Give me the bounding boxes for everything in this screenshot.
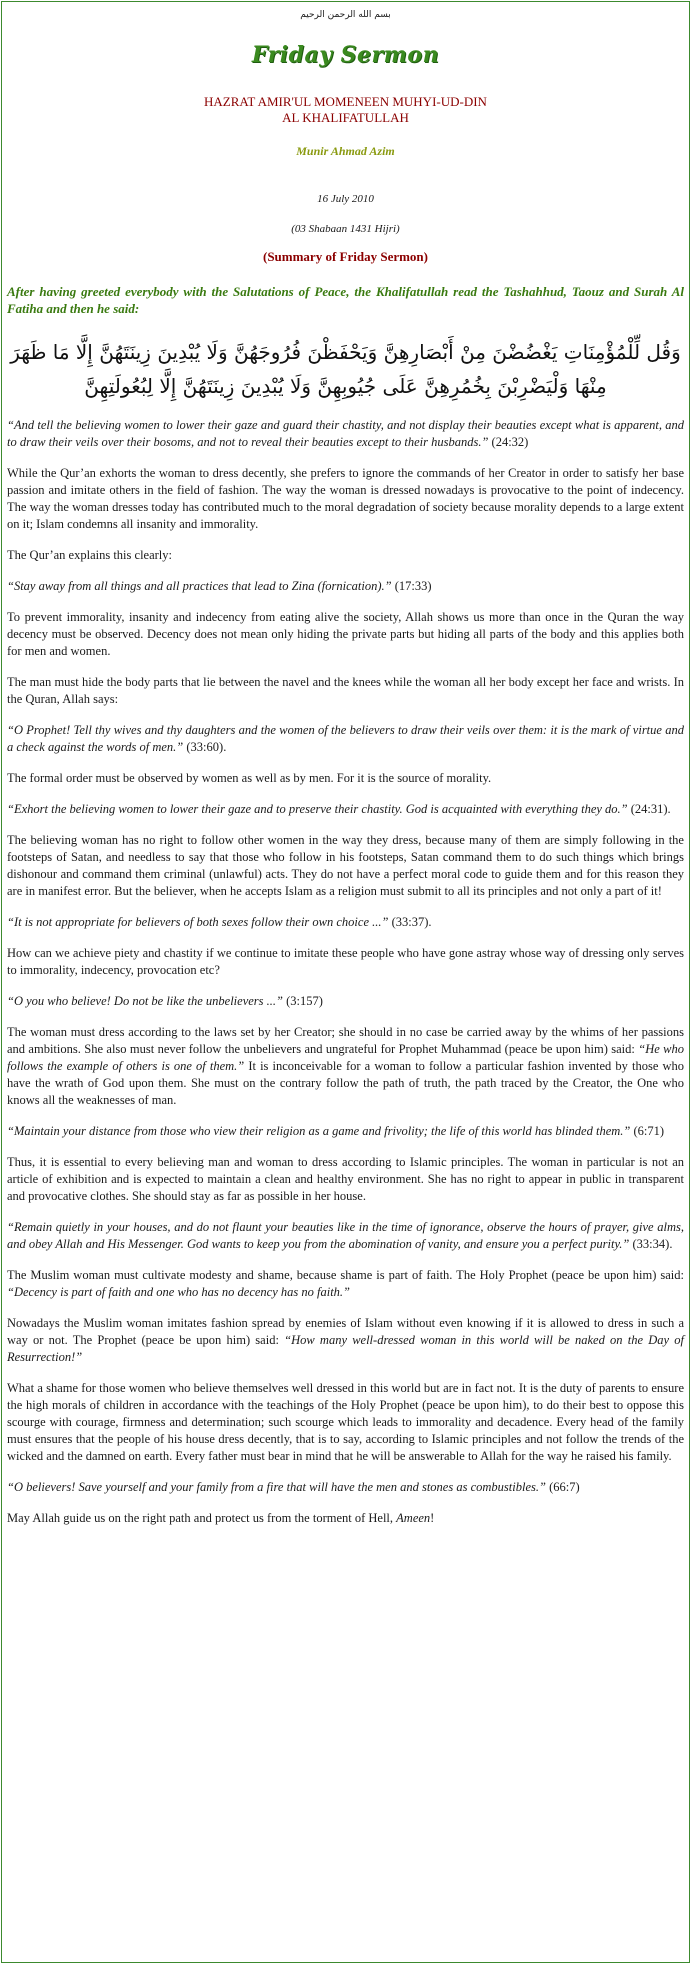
paragraph-text: It is inconceivable for a woman to follow a particular fashion invented by those who have the wrath of God upon them. She must on the contrary follow the path of truth, the path traced by the Creator, the One who knows all the weaknesses of man.	[7, 1059, 684, 1107]
quote-24-32	[7, 417, 684, 451]
quote-ref: (33:60).	[183, 740, 227, 754]
hazrat-line-1: HAZRAT AMIR'UL MOMENEEN MUHYI-UD-DIN	[204, 94, 487, 109]
paragraph: How can we achieve piety and chastity if we continue to imitate these people who have gone astray whose way of dressing only serves to immorality, indecency, provocation etc?	[7, 946, 684, 977]
bismillah: بسم الله الرحمن الرحيم	[300, 10, 391, 20]
intro-paragraph: After having greeted everybody with the Salutations of Peace, the Khalifatullah read the Tashahhud, Taouz and Surah Al Fatiha and then he said:	[7, 284, 684, 316]
quote-ref: (6:71)	[630, 1124, 665, 1138]
quote-6-71	[7, 1123, 684, 1140]
quote-text: “Maintain your distance from those who view their religion as a game and frivolity; the life of this world has blinded them.”	[7, 1124, 631, 1138]
paragraph-text: The Muslim woman must cultivate modesty and shame, because shame is part of faith. The Holy Prophet (peace be upon him) said:	[7, 1268, 684, 1282]
sermon-frame	[1, 1, 690, 1963]
quote-text: “Stay away from all things and all practices that lead to Zina (fornication).”	[7, 579, 392, 593]
quote-text: “Exhort the believing women to lower their gaze and to preserve their chastity. God is acquainted with everything they do.”	[7, 802, 628, 816]
paragraph: The man must hide the body parts that lie between the navel and the knees while the woman all her body except her face and wrists. In the Quran, Allah says:	[7, 675, 684, 706]
quote-text: “It is not appropriate for believers of both sexes follow their own choice ...”	[7, 915, 389, 929]
quote-text: “O Prophet! Tell thy wives and thy daughters and the women of the believers to draw their veils over them: it is the mark of virtue and a check against the words of men.”	[7, 723, 684, 754]
quote-ref: (66:7)	[545, 1480, 580, 1494]
quote-33-37	[7, 914, 684, 931]
quote-ref: (17:33)	[391, 579, 432, 593]
paragraph: The formal order must be observed by women as well as by men. For it is the source of morality.	[7, 771, 492, 785]
quote-17-33	[7, 578, 684, 595]
author-name: Munir Ahmad Azim	[296, 144, 395, 158]
hadith-quote: “Decency is part of faith and one who has no decency has no faith.”	[7, 1285, 351, 1299]
quote-66-7	[7, 1479, 684, 1496]
paragraph: Thus, it is essential to every believing man and woman to dress according to Islamic principles. The woman in particular is not an article of exhibition and is expected to maintain a clean and healthy environment. She has no right to appear in public in transparent and provocative clothes. She should stay as far as possible in her house.	[7, 1155, 684, 1203]
quote-ref: (33:37).	[388, 915, 432, 929]
hadith-quote: “How many well-dressed woman in this world will be naked on the Day of Resurrection!”	[7, 1333, 684, 1364]
quote-text: “O you who believe! Do not be like the unbelievers ...”	[7, 994, 283, 1008]
ameen: Ameen	[396, 1511, 431, 1525]
sermon-content	[2, 2, 689, 1527]
quote-text: “Remain quietly in your houses, and do not flaunt your beauties like in the time of ignorance, observe the hours of prayer, give alms, and obey Allah and His Messenger. God wants to keep you from the abomination of vanity, and ensure you a perfect purity.”	[7, 1220, 684, 1251]
paragraph-text: Nowadays the Muslim woman imitates fashion spread by enemies of Islam without even knowing if it is allowed to dress in such a way or not. The Prophet (peace be upon him) said:	[7, 1316, 684, 1347]
paragraph: To prevent immorality, insanity and indecency from eating alive the society, Allah shows us more than once in the Quran the way decency must be observed. Decency does not mean only hiding the private parts but hiding all parts of the body and this applies both for men and women.	[7, 610, 684, 658]
quote-24-31	[7, 801, 684, 818]
quote-ref: (33:34).	[629, 1237, 673, 1251]
quote-ref: (24:31).	[627, 802, 671, 816]
hazrat-heading	[7, 94, 684, 126]
hadith-quote: “He who follows the example of others is one of them.”	[7, 1042, 685, 1073]
paragraph: The Qur’an explains this clearly:	[7, 548, 172, 562]
quote-33-34	[7, 1219, 684, 1253]
sermon-date: 16 July 2010	[317, 193, 374, 205]
paragraph: The believing woman has no right to follow other women in the way they dress, because many of them are simply following in the footsteps of Satan, and needless to say that those who follow in his footsteps, Satan command them to do such things which brings dishonour and command them criminal (unlawful) acts. They do not have a perfect moral code to guide them and for this reason they are in manifest error. But the believer, when he accepts Islam as a religion must submit to all its principles and not only a part of it!	[7, 833, 684, 898]
paragraph: What a shame for those women who believe themselves well dressed in this world but are in fact not. It is the duty of parents to ensure the high morals of children in accordance with the teachings of the Holy Prophet (peace be upon him), to do their best to oppose this scourge with courage, firmness and determination; such scourge which leads to immorality and decadence. Every head of the family must ensures that the people of his house dress decently, that is to say, according to Islamic principles and not follow the trends of the wicked and the damned on earth. Every father must bear in mind that he will be answerable to Allah for the way he raised his family.	[7, 1381, 684, 1463]
paragraph	[7, 1024, 684, 1109]
paragraph: While the Qur’an exhorts the woman to dress decently, she prefers to ignore the commands of her Creator in order to satisfy her base passion and imitate others in the field of fashion. The way the woman is dressed nowadays is provocative to the point of indecency. The way the woman dresses today has contributed much to the moral degradation of society because morality depends to a large extent on it; Islam condemns all insanity and immorality.	[7, 466, 684, 531]
paragraph-text: May Allah guide us on the right path and protect us from the torment of Hell,	[7, 1511, 397, 1525]
closing-prayer	[7, 1510, 684, 1527]
hijri-date: (03 Shabaan 1431 Hijri)	[291, 223, 400, 235]
page-title: Friday Sermon	[251, 42, 440, 68]
quote-text: “And tell the believing women to lower their gaze and guard their chastity, and not display their beauties except what is apparent, and to draw their veils over their bosoms, and not to reveal their beauties except to their husbands.”	[7, 418, 684, 449]
quote-3-157	[7, 993, 684, 1010]
arabic-verse: وَقُل لِّلْمُؤْمِنَاتِ يَغْضُضْنَ مِنْ أَبْصَارِهِنَّ وَيَحْفَظْنَ فُرُوجَهُنَّ وَلَا يُبْدِينَ زِينَتَهُنَّ إِلَّا مَا ظَهَرَ مِنْهَا وَلْيَضْرِبْنَ بِخُمُرِهِنَّ عَلَى جُيُوبِهِنَّ وَلَا يُبْدِينَ زِينَتَهُنَّ إِلَّا لِبُعُولَتِهِنَّ	[10, 340, 681, 398]
hazrat-line-2: AL KHALIFATULLAH	[282, 110, 409, 125]
quote-ref: (24:32)	[488, 435, 529, 449]
quote-33-60	[7, 722, 684, 756]
paragraph-text: The woman must dress according to the laws set by her Creator; she should in no case be carried away by the whims of her passions and ambitions. She also must never follow the unbelievers and ungrateful for Prophet Muhammad (peace be upon him) said:	[7, 1025, 684, 1056]
quote-text: “O believers! Save yourself and your family from a fire that will have the men and stones as combustibles.”	[7, 1480, 546, 1494]
summary-label: (Summary of Friday Sermon)	[262, 249, 428, 264]
paragraph	[7, 1315, 684, 1366]
quote-ref: (3:157)	[282, 994, 323, 1008]
paragraph-text: !	[430, 1511, 435, 1525]
paragraph	[7, 1267, 684, 1301]
